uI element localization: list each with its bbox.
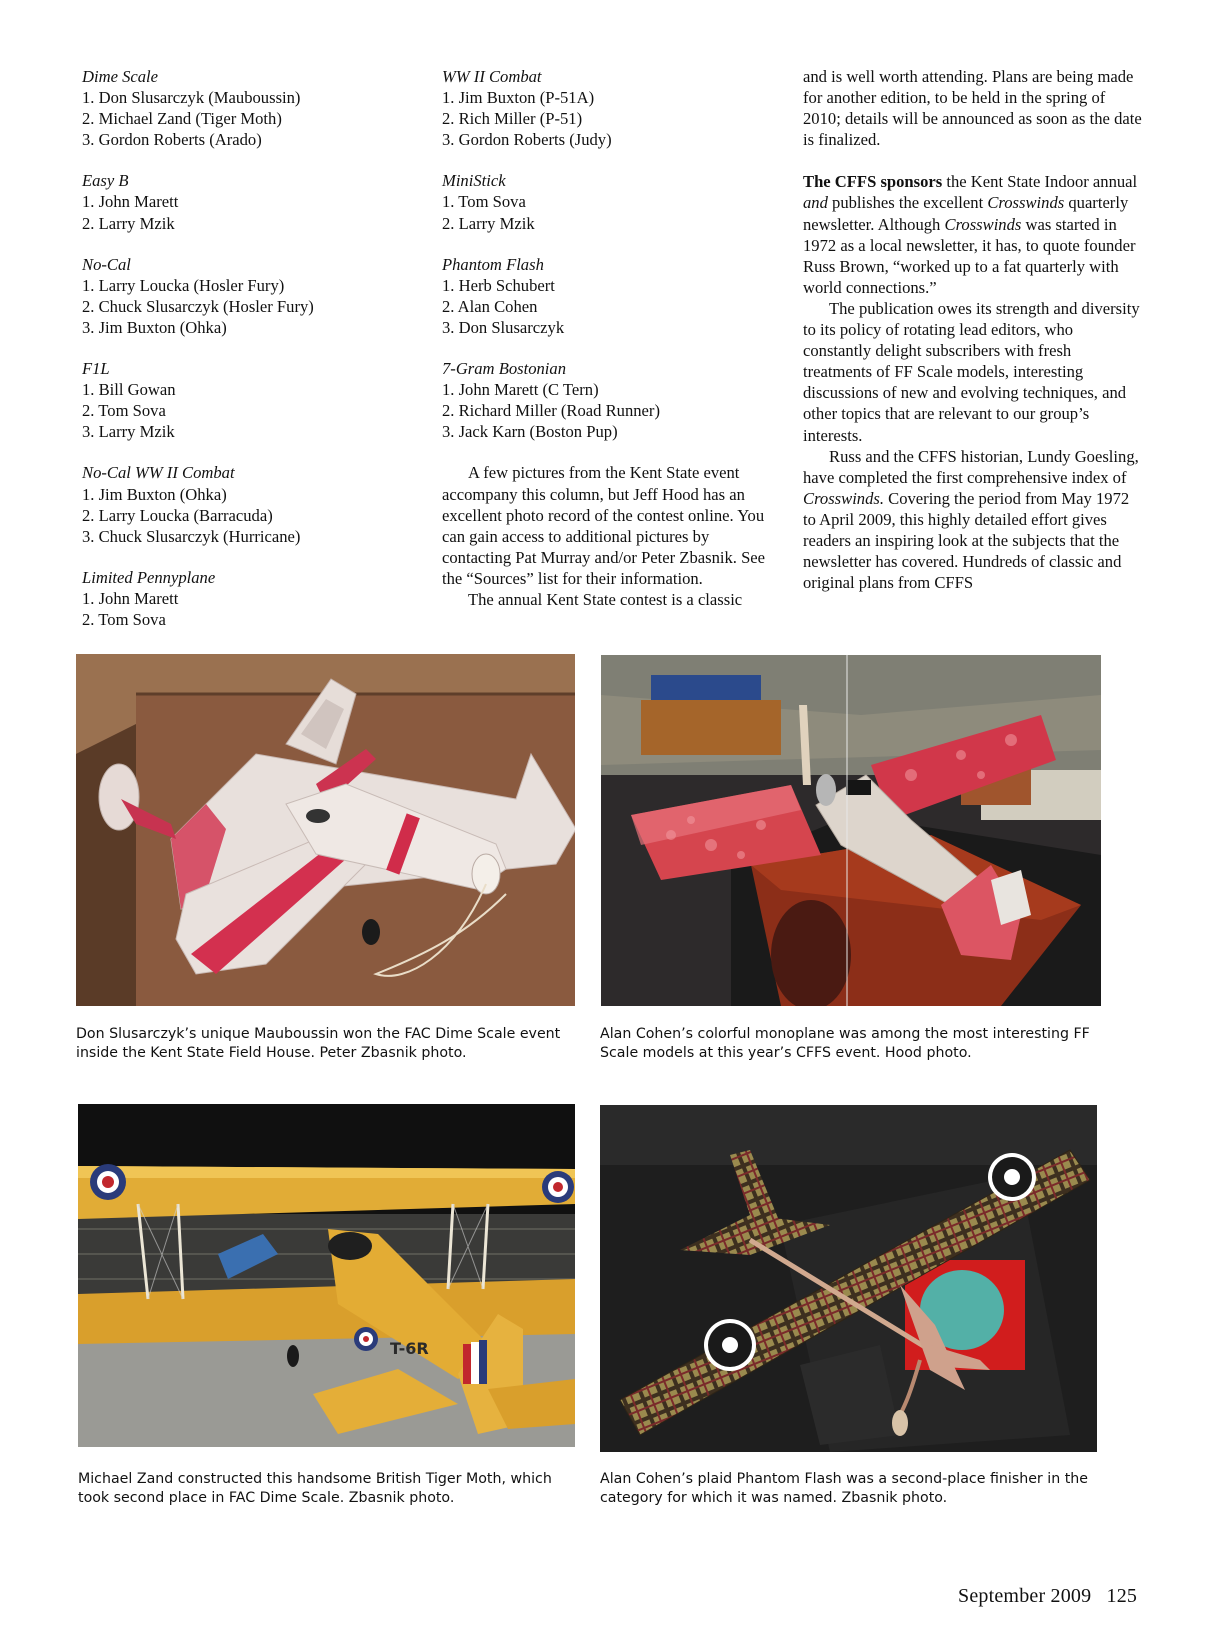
photo-tiger-moth <box>78 1104 575 1447</box>
result-line: 1. Herb Schubert <box>442 275 555 295</box>
body-paragraph: The CFFS sponsors the Kent State Indoor annual and publishes the excellent Crosswinds quarterly newsletter. Although Crosswinds was started in 1972 as a local newsletter, it has, to quote founder Russ Brown, “worked up to a fat quarterly with world connections.” <box>803 172 1138 297</box>
aircraft-serial: T-6R <box>390 1339 429 1358</box>
result-line: 1. John Marett <box>82 588 179 608</box>
category-title: No-Cal WW II Combat <box>82 463 235 483</box>
results-category <box>82 567 412 630</box>
result-line: 1. Tom Sova <box>442 192 526 212</box>
result-line: 1. Jim Buxton (Ohka) <box>82 484 227 504</box>
results-category <box>82 170 412 233</box>
publication-title: Crosswinds. <box>803 488 884 508</box>
result-line: 3. Don Slusarczyk <box>442 317 565 337</box>
results-category <box>82 462 412 546</box>
article-body-column-3 <box>803 66 1143 593</box>
category-title: F1L <box>82 359 110 379</box>
result-line: 1. John Marett <box>82 192 179 212</box>
result-line: 2. Chuck Slusarczyk (Hosler Fury) <box>82 296 314 316</box>
caption-photo-4: Alan Cohen’s plaid Phantom Flash was a second-place finisher in the category for which it was named. Zbasnik photo. <box>600 1471 1089 1507</box>
category-title: Limited Pennyplane <box>82 567 216 587</box>
publication-title: Crosswinds <box>987 193 1065 213</box>
category-title: MiniStick <box>442 171 506 191</box>
result-line: 1. Don Slusarczyk (Mauboussin) <box>82 88 301 108</box>
result-line: 2. Tom Sova <box>82 401 166 421</box>
body-paragraph: A few pictures from the Kent State event accompany this column, but Jeff Hood has an excellent photo record of the contest online. You can gain access to additional pictures by contacting Pat Murray and/or Peter Zbasnik. See the “Sources” list for their information. <box>442 463 766 588</box>
result-line: 1. Larry Loucka (Hosler Fury) <box>82 275 285 295</box>
result-line: 3. Chuck Slusarczyk (Hurricane) <box>82 526 301 546</box>
results-category <box>442 170 782 233</box>
results-category <box>442 66 782 150</box>
results-category <box>442 358 782 442</box>
results-category <box>442 254 782 338</box>
category-title: Phantom Flash <box>442 254 544 274</box>
body-paragraph: The publication owes its strength and diversity to its policy of rotating lead editors, who constantly delight subscribers with fresh treatments of FF Scale models, interesting discussions of new and evolving techniques, and other topics that are relevant to our group’s interests. <box>803 298 1140 445</box>
result-line: 2. Michael Zand (Tiger Moth) <box>82 109 282 129</box>
result-line: 2. Rich Miller (P-51) <box>442 109 583 129</box>
category-title: 7-Gram Bostonian <box>442 359 566 379</box>
result-line: 2. Tom Sova <box>82 609 166 629</box>
lead-in: The CFFS sponsors <box>803 172 943 192</box>
results-column-2 <box>442 66 782 610</box>
result-line: 1. John Marett (C Tern) <box>442 380 599 400</box>
result-line: 1. Jim Buxton (P-51A) <box>442 88 595 108</box>
caption-photo-2: Alan Cohen’s colorful monoplane was among the most interesting FF Scale models at this year’s CFFS event. Hood photo. <box>600 1026 1090 1062</box>
body-paragraph: and is well worth attending. Plans are being made for another edition, to be held in the spring of 2010; details will be announced as soon as the date is finalized. <box>803 67 1142 150</box>
photo-mauboussin <box>76 654 575 1006</box>
category-title: WW II Combat <box>442 67 542 86</box>
result-line: 2. Larry Mzik <box>82 213 175 233</box>
caption-photo-3: Michael Zand constructed this handsome British Tiger Moth, which took second place in FAC Dime Scale. Zbasnik photo. <box>78 1471 552 1507</box>
article-body-column-2 <box>442 462 782 610</box>
result-line: 2. Alan Cohen <box>442 296 538 316</box>
category-title: Easy B <box>82 171 129 191</box>
result-line: 3. Gordon Roberts (Judy) <box>442 130 612 150</box>
result-line: 3. Gordon Roberts (Arado) <box>82 130 262 150</box>
result-line: 3. Jack Karn (Boston Pup) <box>442 422 618 442</box>
result-line: 2. Larry Loucka (Barracuda) <box>82 505 273 525</box>
results-category <box>82 66 412 150</box>
caption-photo-1: Don Slusarczyk’s unique Mauboussin won the FAC Dime Scale event inside the Kent State Field House. Peter Zbasnik photo. <box>76 1026 561 1062</box>
category-title: No-Cal <box>82 254 131 274</box>
photo-colorful-monoplane <box>601 655 1101 1006</box>
result-line: 3. Larry Mzik <box>82 422 175 442</box>
photo-phantom-flash <box>600 1105 1097 1452</box>
result-line: 2. Richard Miller (Road Runner) <box>442 401 660 421</box>
result-line: 2. Larry Mzik <box>442 213 535 233</box>
page-number: 125 <box>1106 1585 1138 1607</box>
publication-title: Crosswinds <box>944 214 1022 234</box>
issue-date: September 2009 <box>958 1585 1092 1607</box>
results-category <box>82 358 412 442</box>
result-line: 3. Jim Buxton (Ohka) <box>82 317 227 337</box>
page-folio <box>958 1585 1137 1608</box>
body-paragraph: The annual Kent State contest is a classic <box>468 589 743 609</box>
result-line: 1. Bill Gowan <box>82 380 176 400</box>
results-column-1 <box>82 66 412 650</box>
body-paragraph: Russ and the CFFS historian, Lundy Goesling, have completed the first comprehensive index of Crosswinds. Covering the period from May 1972 to April 2009, this highly detailed effort gives readers an inspiring look at the subjects that the newsletter has covered. Hundreds of classic and original plans from CFFS <box>803 446 1139 593</box>
category-title: Dime Scale <box>82 67 159 86</box>
results-category <box>82 254 412 338</box>
